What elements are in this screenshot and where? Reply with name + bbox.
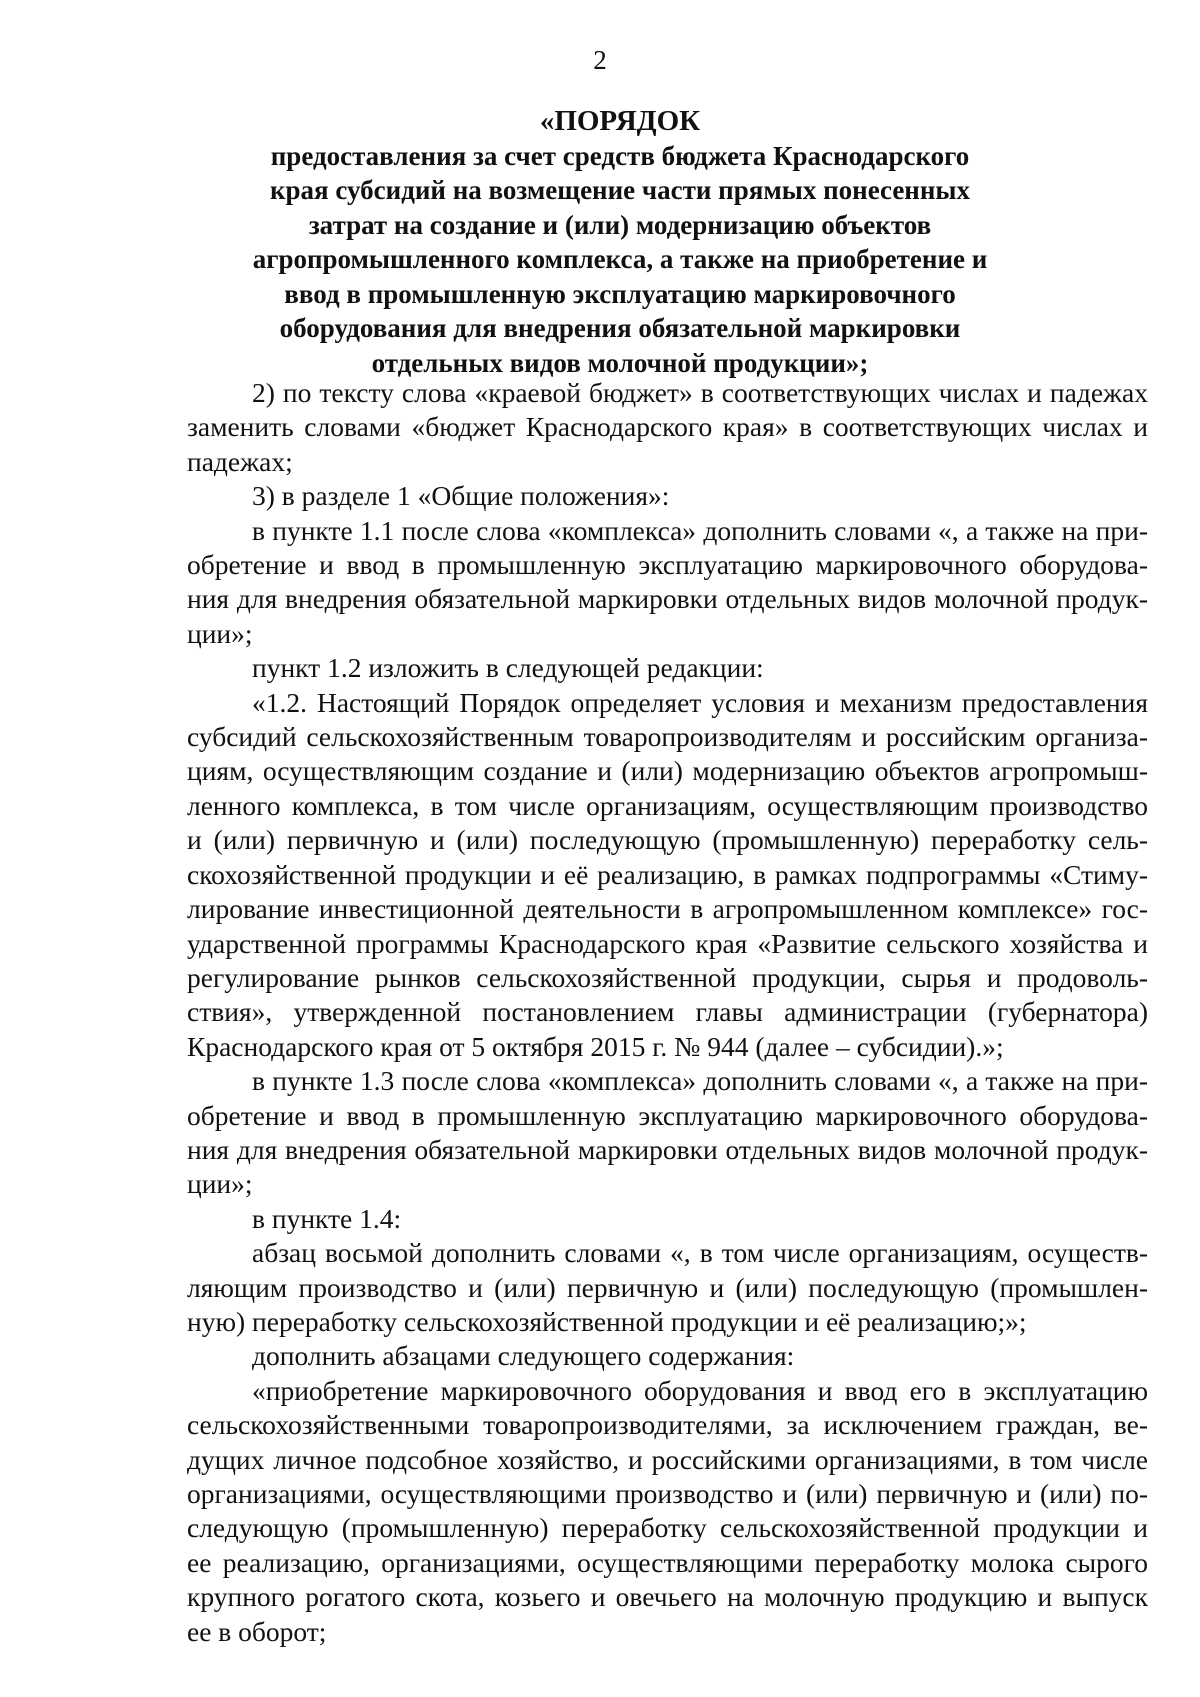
text-line: в пункте 1.4: — [252, 1202, 402, 1234]
title-line: предоставления за счет средств бюджета Краснодарского — [270, 140, 970, 171]
text-line: ции»; — [187, 1168, 253, 1200]
text-line: падежах; — [187, 445, 293, 477]
title-line: оборудования для внедрения обязательной маркировки — [279, 313, 961, 343]
text-line: лирование инвестиционной деятельности в агропромышленном комплексе» гос- — [187, 893, 1148, 925]
text-line: 2) по тексту слова «краевой бюджет» в соответствующих числах и падежах — [252, 377, 1148, 408]
title-line: затрат на создание и (или) модернизацию объектов — [308, 209, 932, 240]
text-line: абзац восьмой дополнить словами «, в том числе организациям, осуществ- — [252, 1237, 1148, 1269]
text-line: обретение и ввод в промышленную эксплуатацию маркировочного оборудова- — [187, 1099, 1148, 1131]
title-line: отдельных видов молочной продукции»; — [371, 347, 869, 378]
text-line: ее в оборот; — [187, 1615, 327, 1647]
text-line: дополнить абзацами следующего содержания: — [252, 1340, 795, 1372]
text-line: в пункте 1.3 после слова «комплекса» дополнить словами «, а также на при- — [252, 1065, 1148, 1097]
text-line: следующую (промышленную) переработку сельскохозяйственной продукции и — [187, 1512, 1148, 1544]
text-line: циям, осуществляющим создание и (или) модернизацию объектов агропромыш- — [187, 755, 1148, 787]
text-line: ную) переработку сельскохозяйственной продукции и её реализацию;»; — [187, 1305, 1027, 1337]
document-title — [180, 104, 1060, 380]
text-line: «1.2. Настоящий Порядок определяет условия и механизм предоставления — [252, 686, 1148, 718]
text-line: обретение и ввод в промышленную эксплуатацию маркировочного оборудова- — [187, 549, 1148, 581]
title-line: края субсидий на возмещение части прямых понесенных — [269, 175, 971, 205]
text-line: регулирование рынков сельскохозяйственной продукции, сырья и продоволь- — [187, 961, 1148, 993]
document-body — [187, 376, 1148, 1649]
title-line: агропромышленного комплекса, а также на приобретение и — [252, 244, 988, 274]
text-line: ее реализацию, организациями, осуществляющими переработку молока сырого — [187, 1546, 1148, 1578]
text-line: 3) в разделе 1 «Общие положения»: — [252, 480, 670, 512]
text-line: ленного комплекса, в том числе организациям, осуществляющим производство — [187, 789, 1148, 821]
text-line: ния для внедрения обязательной маркировки отдельных видов молочной продук- — [187, 583, 1148, 615]
page-number: 2 — [593, 45, 607, 75]
text-line: и (или) первичную и (или) последующую (промышленную) переработку сель- — [187, 824, 1148, 856]
text-line: сельскохозяйственными товаропроизводителями, за исключением граждан, ве- — [187, 1409, 1148, 1441]
text-line: организациями, осуществляющими производство и (или) первичную и (или) по- — [187, 1478, 1148, 1509]
text-line: пункт 1.2 изложить в следующей редакции: — [252, 652, 764, 684]
text-line: скохозяйственной продукции и её реализацию, в рамках подпрограммы «Стиму- — [187, 858, 1148, 890]
text-line: ударственной программы Краснодарского края «Развитие сельского хозяйства и — [187, 927, 1148, 959]
title-line: ввод в промышленную эксплуатацию маркировочного — [284, 278, 956, 309]
title-line: «ПОРЯДОК — [539, 105, 701, 137]
text-line: Краснодарского края от 5 октября 2015 г. № 944 (далее – субсидии).»; — [187, 1030, 1004, 1062]
text-line: ния для внедрения обязательной маркировки отдельных видов молочной продук- — [187, 1133, 1148, 1165]
text-line: заменить словами «бюджет Краснодарского края» в соответствующих числах и — [187, 411, 1148, 443]
text-line: ствия», утвержденной постановлением главы администрации (губернатора) — [187, 996, 1148, 1028]
text-line: субсидий сельскохозяйственным товаропроизводителям и российским организа- — [187, 721, 1148, 753]
text-line: «приобретение маркировочного оборудования и ввод его в эксплуатацию — [252, 1374, 1148, 1406]
text-line: ции»; — [187, 617, 253, 649]
text-line: в пункте 1.1 после слова «комплекса» дополнить словами «, а также на при- — [252, 514, 1148, 546]
text-line: дущих личное подсобное хозяйство, и российскими организациями, в том числе — [187, 1443, 1148, 1475]
text-line: ляющим производство и (или) первичную и (или) последующую (промышлен- — [187, 1271, 1148, 1303]
text-line: крупного рогатого скота, козьего и овечьего на молочную продукцию и выпуск — [187, 1581, 1148, 1613]
